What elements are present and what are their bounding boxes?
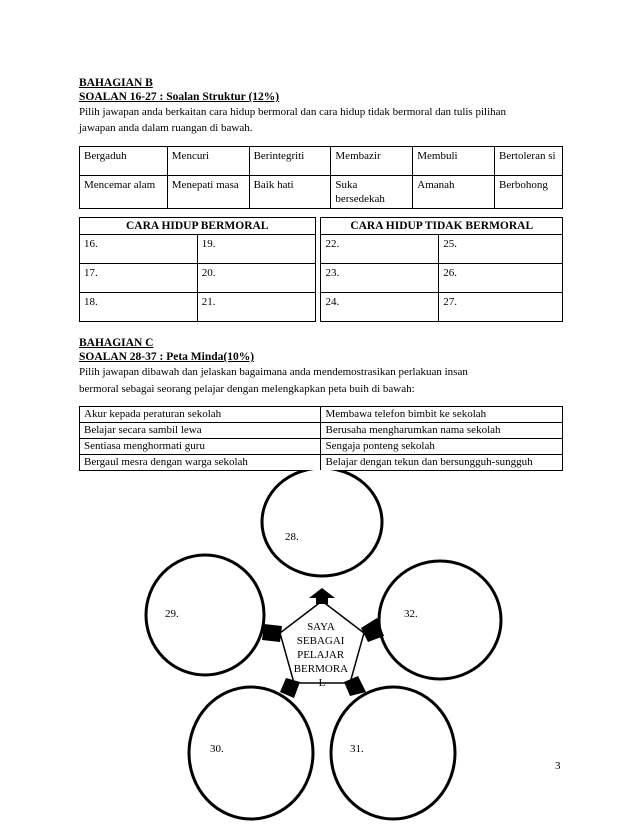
arrow-up-icon [309,588,335,604]
page-number: 3 [555,760,561,772]
choice-cell: Membawa telefon bimbit ke sekolah [321,407,563,423]
answer-cell[interactable]: 23. [321,264,439,293]
answer-cell[interactable]: 19. [197,235,315,264]
choice-cell: Akur kepada peraturan sekolah [80,407,321,423]
word-cell: Suka bersedekah [331,176,413,209]
center-line: L [318,677,326,689]
bubble-map [0,470,638,826]
word-cell: Berintegriti [249,147,331,176]
bubble-30[interactable] [189,687,313,819]
word-cell: Membuli [413,147,495,176]
choices-table [79,406,563,471]
bubble-label-30: 30. [210,743,224,755]
answer-cell[interactable]: 17. [80,264,198,293]
answer-cell[interactable]: 16. [80,235,198,264]
table-row [80,423,563,439]
section-c-title: BAHAGIAN C [79,337,154,349]
table-row [80,439,563,455]
table-row [80,455,563,471]
answer-cell[interactable]: 21. [197,293,315,322]
section-c-instruction-line2: bermoral sebagai seorang pelajar dengan melengkapkan peta buih di bawah: [79,383,415,395]
word-cell: Baik hati [249,176,331,209]
choice-cell: Sengaja ponteng sekolah [321,439,563,455]
word-cell: Bertoleran si [495,147,563,176]
bubble-label-28: 28. [285,531,299,543]
word-cell: Mencuri [167,147,249,176]
choice-cell: Belajar secara sambil lewa [80,423,321,439]
answer-cell[interactable]: 22. [321,235,439,264]
section-b-subtitle: SOALAN 16-27 : Soalan Struktur (12%) [79,91,280,103]
table-row [80,147,563,176]
bubble-32[interactable] [379,561,501,679]
answer-cell[interactable]: 25. [439,235,563,264]
table-row [80,176,563,209]
bubble-label-32: 32. [404,608,418,620]
answer-cell[interactable]: 26. [439,264,563,293]
choice-cell: Sentiasa menghormati guru [80,439,321,455]
word-cell: Mencemar alam [80,176,168,209]
answer-table [79,217,563,322]
arrow-left-icon [262,624,282,642]
section-b-title: BAHAGIAN B [79,77,153,89]
center-line: BERMORA [293,663,348,675]
choice-cell: Berusaha mengharumkan nama sekolah [321,423,563,439]
bubble-28[interactable] [262,470,382,576]
bubble-label-31: 31. [350,743,364,755]
table-row [80,235,563,264]
word-bank-table [79,146,563,209]
answer-cell[interactable]: 18. [80,293,198,322]
word-cell: Amanah [413,176,495,209]
center-line: SEBAGAI [296,635,345,647]
answer-cell[interactable]: 24. [321,293,439,322]
header-not-moral: CARA HIDUP TIDAK BERMORAL [321,218,563,235]
section-b-instruction-line1: Pilih jawapan anda berkaitan cara hidup bermoral dan cara hidup tidak bermoral dan tulis pilihan [79,106,507,118]
center-line: SAYA [307,621,335,633]
word-cell: Membazir [331,147,413,176]
bubble-29[interactable] [146,555,264,675]
section-b-instruction-line2: jawapan anda dalam ruangan di bawah. [79,122,253,134]
table-row [80,264,563,293]
word-cell: Berbohong [495,176,563,209]
table-header-row [80,218,563,235]
center-line: PELAJAR [297,649,345,661]
section-c-subtitle: SOALAN 28-37 : Peta Minda(10%) [79,351,255,363]
table-row [80,293,563,322]
table-row [80,407,563,423]
answer-cell[interactable]: 20. [197,264,315,293]
choice-cell: Bergaul mesra dengan warga sekolah [80,455,321,471]
answer-cell[interactable]: 27. [439,293,563,322]
word-cell: Bergaduh [80,147,168,176]
bubble-label-29: 29. [165,608,179,620]
word-cell: Menepati masa [167,176,249,209]
header-moral: CARA HIDUP BERMORAL [80,218,316,235]
section-c-instruction-line1: Pilih jawapan dibawah dan jelaskan bagaimana anda mendemostrasikan perlakuan insan [79,366,468,378]
choice-cell: Belajar dengan tekun dan bersungguh-sungguh [321,455,563,471]
